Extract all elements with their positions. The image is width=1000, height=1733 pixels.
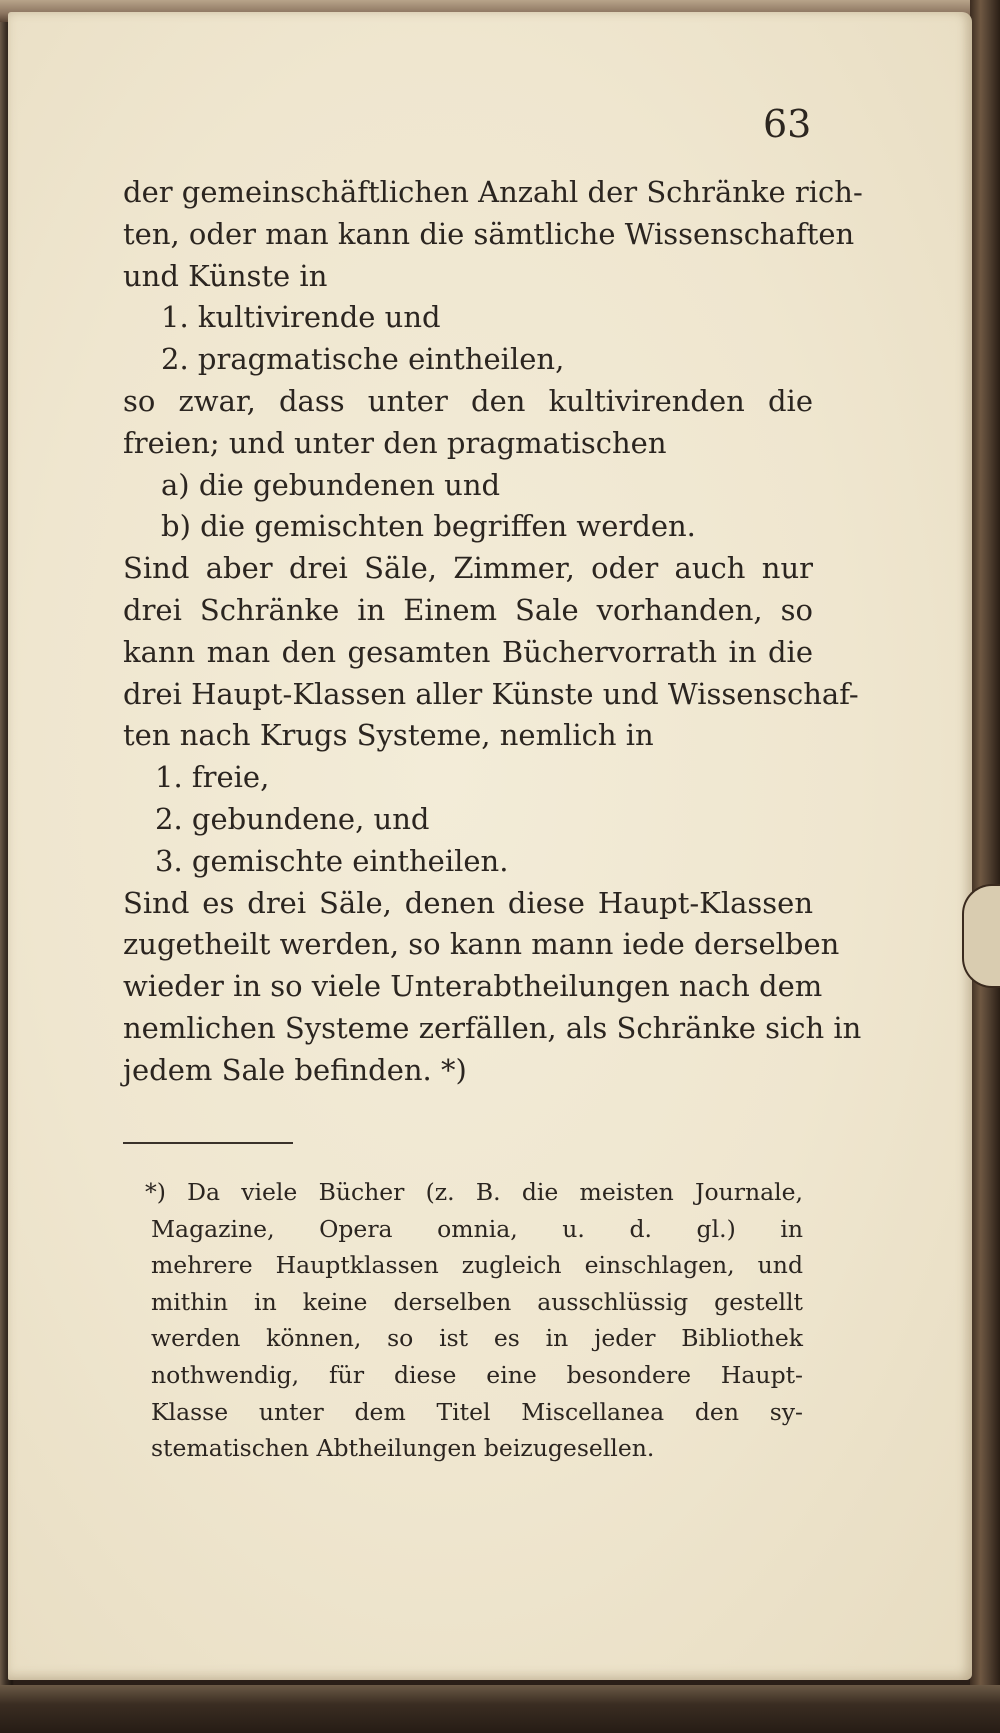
footnote-line: stematischen Abtheilungen beizugesellen. xyxy=(151,1434,655,1463)
page-bottom-edge xyxy=(0,1685,1000,1733)
body-line: Sind aber drei Säle, Zimmer, oder auch nur xyxy=(123,551,813,586)
body-line: a) die gebundenen und xyxy=(161,467,501,502)
footnote-line: Klasse unter dem Titel Miscellanea den sy- xyxy=(151,1397,803,1426)
body-line: und Künste in xyxy=(123,258,328,293)
body-line: freien; und unter den pragmatischen xyxy=(123,425,667,460)
body-line: 2. gebundene, und xyxy=(155,801,430,836)
body-line: so zwar, dass unter den kultivirenden die xyxy=(123,383,813,418)
footnote-separator xyxy=(123,1142,293,1144)
body-line: 1. kultivirende und xyxy=(161,300,441,335)
body-line: 2. pragmatische eintheilen, xyxy=(161,342,565,377)
body-line: Sind es drei Säle, denen diese Haupt-Klassen xyxy=(123,885,813,920)
body-line: nemlichen Systeme zerfällen, als Schränke sich in xyxy=(123,1010,862,1045)
book-spine-edge xyxy=(970,0,1000,1733)
footnote-line: Magazine, Opera omnia, u. d. gl.) in xyxy=(151,1214,803,1243)
body-line: drei Schränke in Einem Sale vorhanden, so xyxy=(123,592,813,627)
footnote-line: mithin in keine derselben ausschlüssig gestellt xyxy=(151,1287,803,1316)
body-line: b) die gemischten begriffen werden. xyxy=(161,509,696,544)
body-line: wieder in so viele Unterabtheilungen nach dem xyxy=(123,969,823,1004)
body-line: kann man den gesamten Büchervorrath in die xyxy=(123,634,813,669)
book-page xyxy=(8,12,972,1680)
footnote-line: werden können, so ist es in jeder Bibliothek xyxy=(151,1324,803,1353)
footnote-line: mehrere Hauptklassen zugleich einschlagen, und xyxy=(151,1251,803,1280)
body-line: zugetheilt werden, so kann mann iede derselben xyxy=(123,927,840,962)
body-line: ten, oder man kann die sämtliche Wissenschaften xyxy=(123,216,855,251)
footnote-block xyxy=(145,1174,803,1467)
body-line: ten nach Krugs Systeme, nemlich in xyxy=(123,718,654,753)
body-line: drei Haupt-Klassen aller Künste und Wissenschaf- xyxy=(123,676,859,711)
footnote-line: nothwendig, für diese eine besondere Haupt- xyxy=(151,1360,803,1389)
body-line: 1. freie, xyxy=(155,760,270,795)
page-number: 63 xyxy=(763,102,812,146)
main-text-block xyxy=(123,172,863,1092)
bookmark-tab xyxy=(962,884,1000,988)
body-line: 3. gemischte eintheilen. xyxy=(155,843,509,878)
body-line: jedem Sale befinden. *) xyxy=(123,1052,467,1087)
body-line: der gemeinschäftlichen Anzahl der Schränke rich- xyxy=(123,175,863,209)
footnote-line: *) Da viele Bücher (z. B. die meisten Journale, xyxy=(145,1178,803,1206)
